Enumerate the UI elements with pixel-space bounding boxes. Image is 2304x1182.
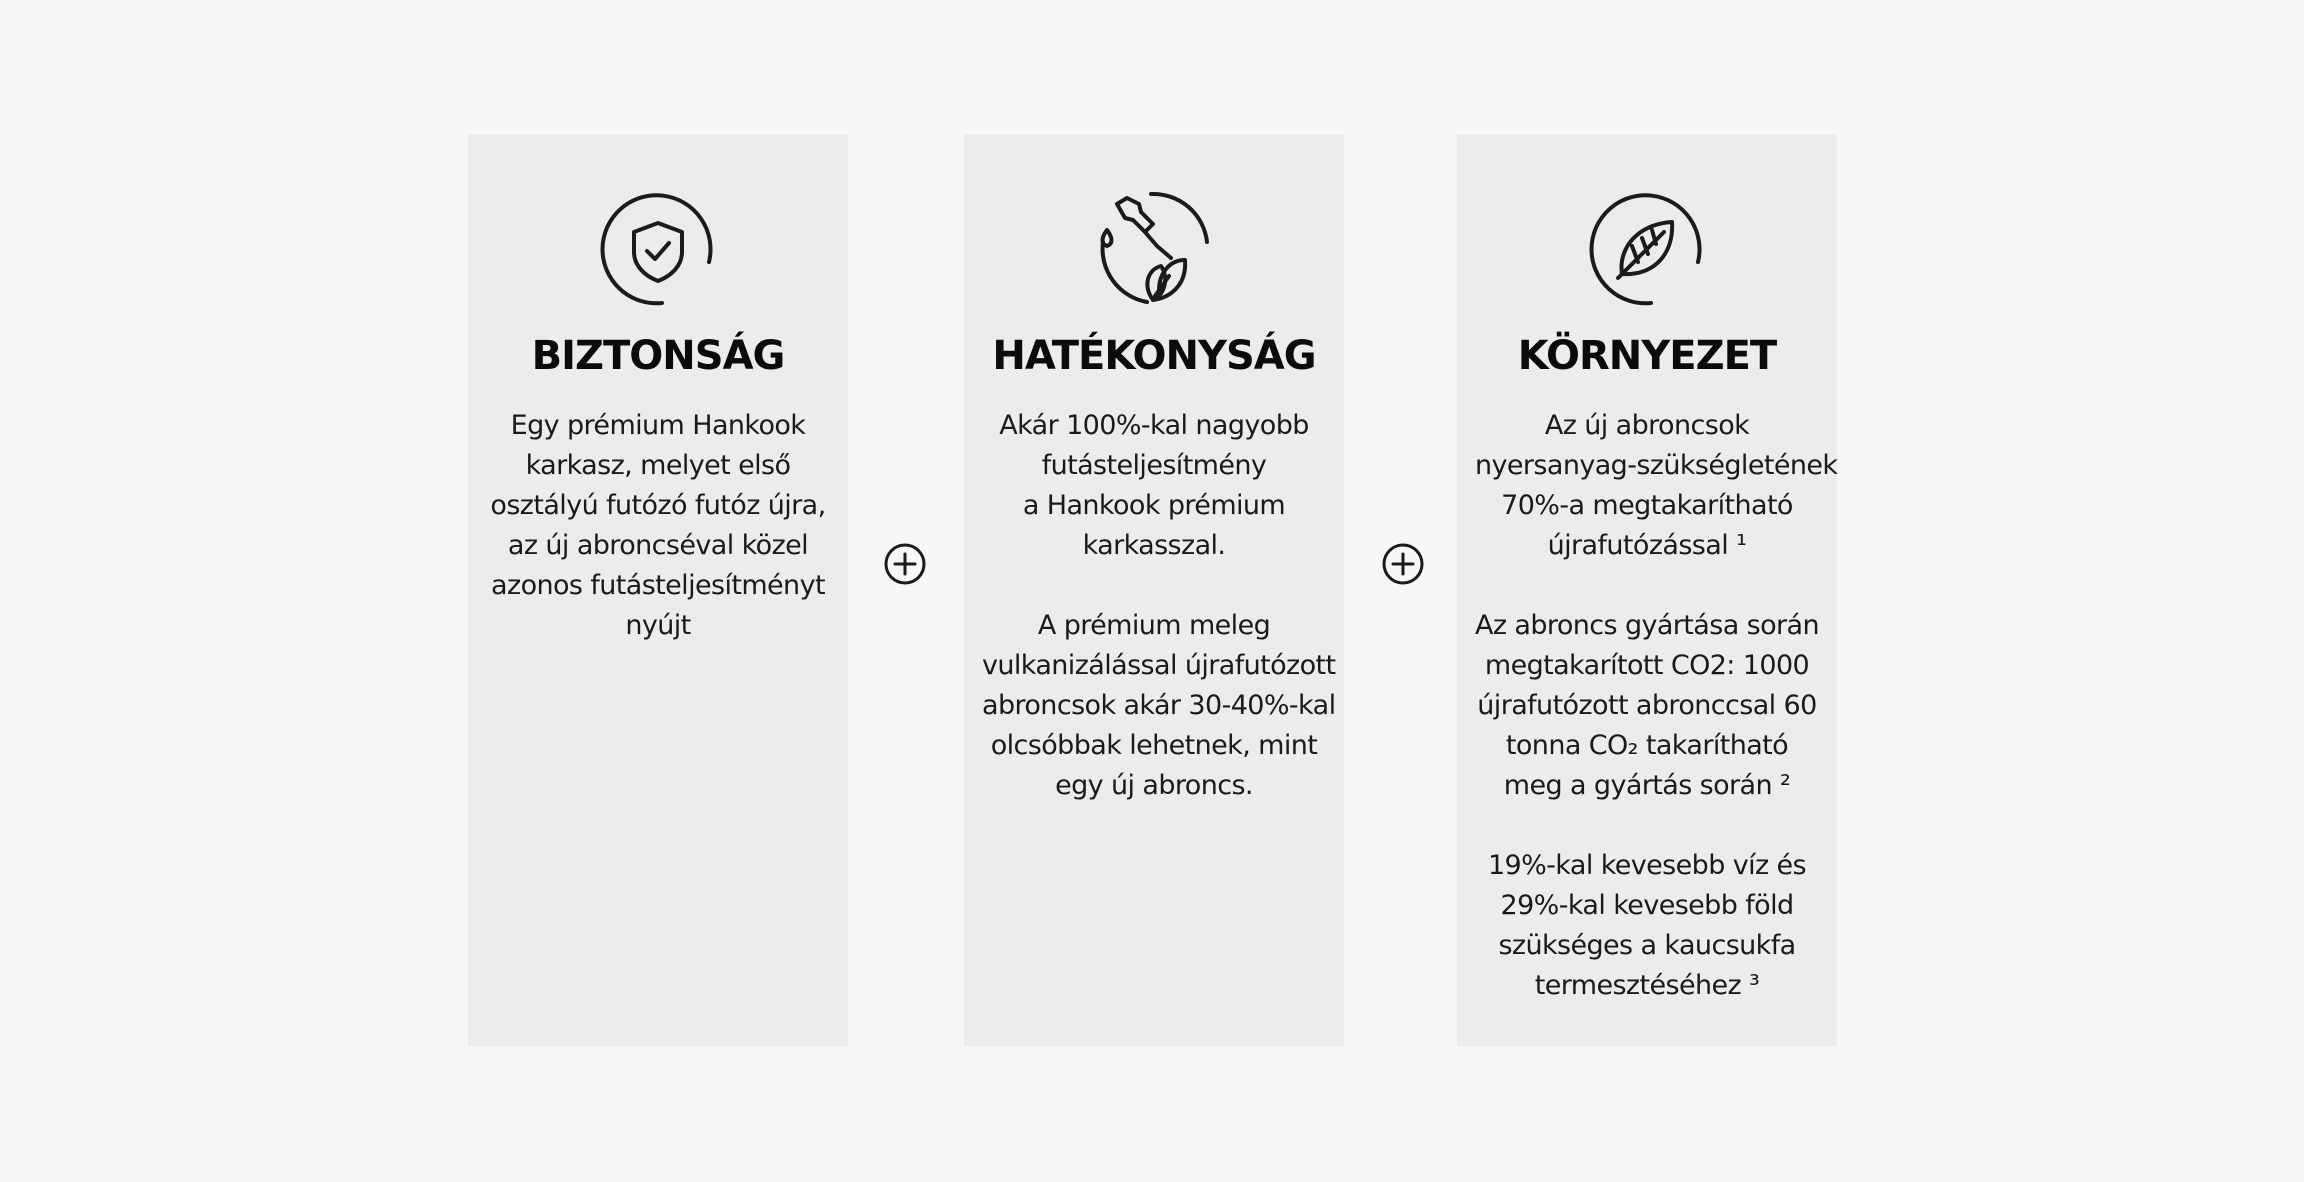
card-body [1475,406,1838,1046]
card-paragraph: Egy prémium Hankook karkasz, melyet első osztályú futózó futóz újra, az új abroncséval közel azonos futásteljesítményt nyújt [490,410,826,641]
plus-circle-icon [883,542,927,586]
fuel-leaf-icon [1095,190,1213,308]
leaf-icon [1588,190,1706,308]
card-paragraph: Az új abroncsok nyersanyag-szükségletének 70%-a megtakarítható újrafutózással ¹ [1475,410,1838,561]
card-title: KÖRNYEZET [1517,333,1777,379]
card-body [982,406,1336,846]
card-paragraph: Az abroncs gyártása során megtakarított CO2: 1000 újrafutózott abronccsal 60 tonna CO₂ takarítható meg a gyártás során ² [1475,610,1819,801]
card-body [486,406,830,686]
shield-check-icon [599,190,717,308]
card-safety [468,134,848,1046]
card-environment [1457,134,1837,1046]
plus-circle-icon [1381,542,1425,586]
card-paragraph: A prémium meleg vulkanizálással újrafutózott abroncsok akár 30-40%-kal olcsóbbak lehetnek, mint egy új abroncs. [982,610,1336,801]
card-title: HATÉKONYSÁG [992,333,1316,379]
card-paragraph: 19%-kal kevesebb víz és 29%-kal kevesebb föld szükséges a kaucsukfa termesztéséhez ³ [1487,850,1807,1001]
card-title: BIZTONSÁG [531,333,785,379]
card-efficiency [964,134,1344,1046]
card-paragraph: Akár 100%-kal nagyobb futásteljesítmény a Hankook prémium karkasszal. [999,410,1309,561]
